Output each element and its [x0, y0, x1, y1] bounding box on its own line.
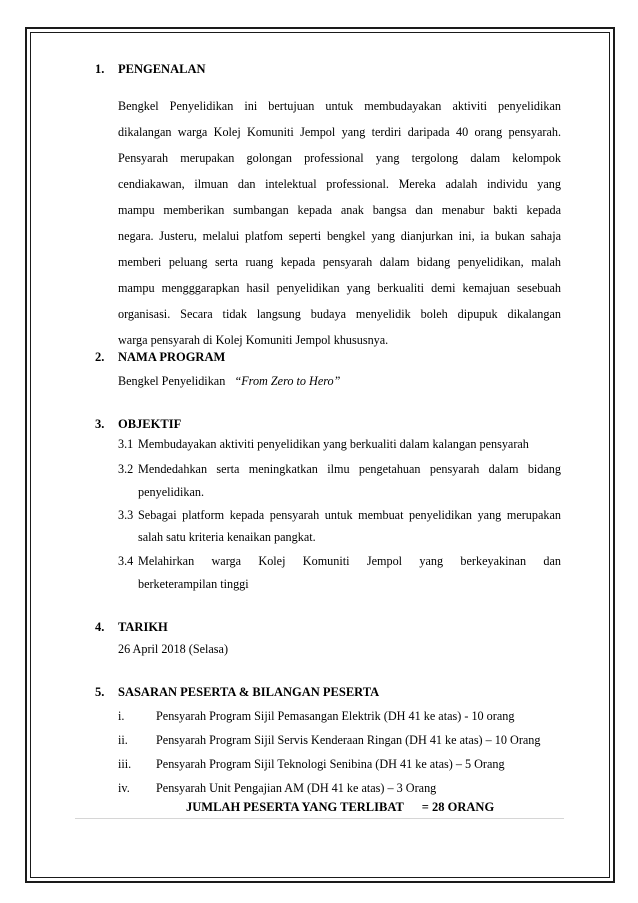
- target-item-text: Pensyarah Unit Pengajian AM (DH 41 ke atas) – 3 Orang: [156, 781, 437, 795]
- objective-number: 3.4: [118, 554, 134, 568]
- section-number: 3.: [95, 417, 105, 431]
- section-heading-nama-program: [95, 350, 225, 365]
- total-value: = 28 ORANG: [421, 800, 495, 814]
- section-heading-pengenalan: [95, 62, 206, 77]
- program-tagline: “From Zero to Hero”: [234, 374, 341, 388]
- paragraph-line: mampu mengggarapkan hasil penyelidikan yang berkualiti demi kemajuan sesebuah: [118, 281, 561, 295]
- section-title: PENGENALAN: [118, 62, 206, 76]
- objective-continuation: penyelidikan.: [138, 485, 204, 499]
- event-date: 26 April 2018 (Selasa): [118, 642, 229, 656]
- section-number: 5.: [95, 685, 105, 699]
- paragraph-line: organisasi. Secara tidak langsung budaya menyelidik boleh dipupuk dikalangan: [118, 307, 561, 321]
- objective-text: Membudayakan aktiviti penyelidikan yang berkualiti dalam kalangan pensyarah: [138, 437, 529, 451]
- section-heading-sasaran-peserta: [95, 685, 379, 700]
- objective-number: 3.3: [118, 508, 134, 522]
- objective-text: Mendedahkan serta meningkatkan ilmu pengetahuan pensyarah dalam bidang: [138, 462, 561, 476]
- objective-text: Melahirkan warga Kolej Komuniti Jempol yang berkeyakinan dan: [138, 554, 561, 568]
- target-item-number: iii.: [118, 757, 132, 771]
- objective-text: Sebagai platform kepada pensyarah untuk membuat penyelidikan yang merupakan: [138, 508, 561, 522]
- section-number: 4.: [95, 620, 105, 634]
- total-participants: [186, 800, 494, 815]
- section-title: NAMA PROGRAM: [118, 350, 226, 364]
- section-number: 2.: [95, 350, 105, 364]
- target-item-number: iv.: [118, 781, 130, 795]
- footer-divider: [75, 818, 564, 819]
- objective-number: 3.2: [118, 462, 134, 476]
- target-item-number: i.: [118, 709, 125, 723]
- paragraph-line: dikalangan warga Kolej Komuniti Jempol yang terdiri daripada 40 orang pensyarah.: [118, 125, 561, 139]
- paragraph-line: warga pensyarah di Kolej Komuniti Jempol khususnya.: [118, 333, 389, 347]
- target-item-text: Pensyarah Program Sijil Servis Kenderaan Ringan (DH 41 ke atas) – 10 Orang: [156, 733, 541, 747]
- section-heading-tarikh: [95, 620, 168, 635]
- program-name-text: Bengkel Penyelidikan: [118, 374, 226, 388]
- section-number: 1.: [95, 62, 105, 76]
- target-item-text: Pensyarah Program Sijil Pemasangan Elektrik (DH 41 ke atas) - 10 orang: [156, 709, 515, 723]
- paragraph-line: Bengkel Penyelidikan ini bertujuan untuk membudayakan aktiviti penyelidikan: [118, 99, 561, 113]
- target-item-number: ii.: [118, 733, 128, 747]
- objective-continuation: salah satu kriteria kenaikan pangkat.: [138, 530, 316, 544]
- section-title: OBJEKTIF: [118, 417, 182, 431]
- program-name: [118, 374, 340, 389]
- objective-number: 3.1: [118, 437, 134, 451]
- section-title: SASARAN PESERTA & BILANGAN PESERTA: [118, 685, 380, 699]
- target-item-text: Pensyarah Program Sijil Teknologi Senibina (DH 41 ke atas) – 5 Orang: [156, 757, 505, 771]
- total-label: JUMLAH PESERTA YANG TERLIBAT: [186, 800, 404, 814]
- paragraph-line: cendiakawan, ilmuan dan intelektual professional. Mereka adalah individu yang: [118, 177, 561, 191]
- paragraph-line: negara. Justeru, melalui platfom seperti bengkel yang dianjurkan ini, ia bukan sahaja: [118, 229, 561, 243]
- paragraph-line: Pensyarah merupakan golongan professional yang tergolong dalam kelompok: [118, 151, 561, 165]
- section-title: TARIKH: [118, 620, 168, 634]
- paragraph-line: memberi peluang serta ruang kepada pensyarah dalam bidang penyelidikan, malah: [118, 255, 561, 269]
- paragraph-line: mampu memberikan sumbangan kepada anak bangsa dan menabur bakti kepada: [118, 203, 561, 217]
- objective-continuation: berketerampilan tinggi: [138, 577, 249, 591]
- section-heading-objektif: [95, 417, 181, 432]
